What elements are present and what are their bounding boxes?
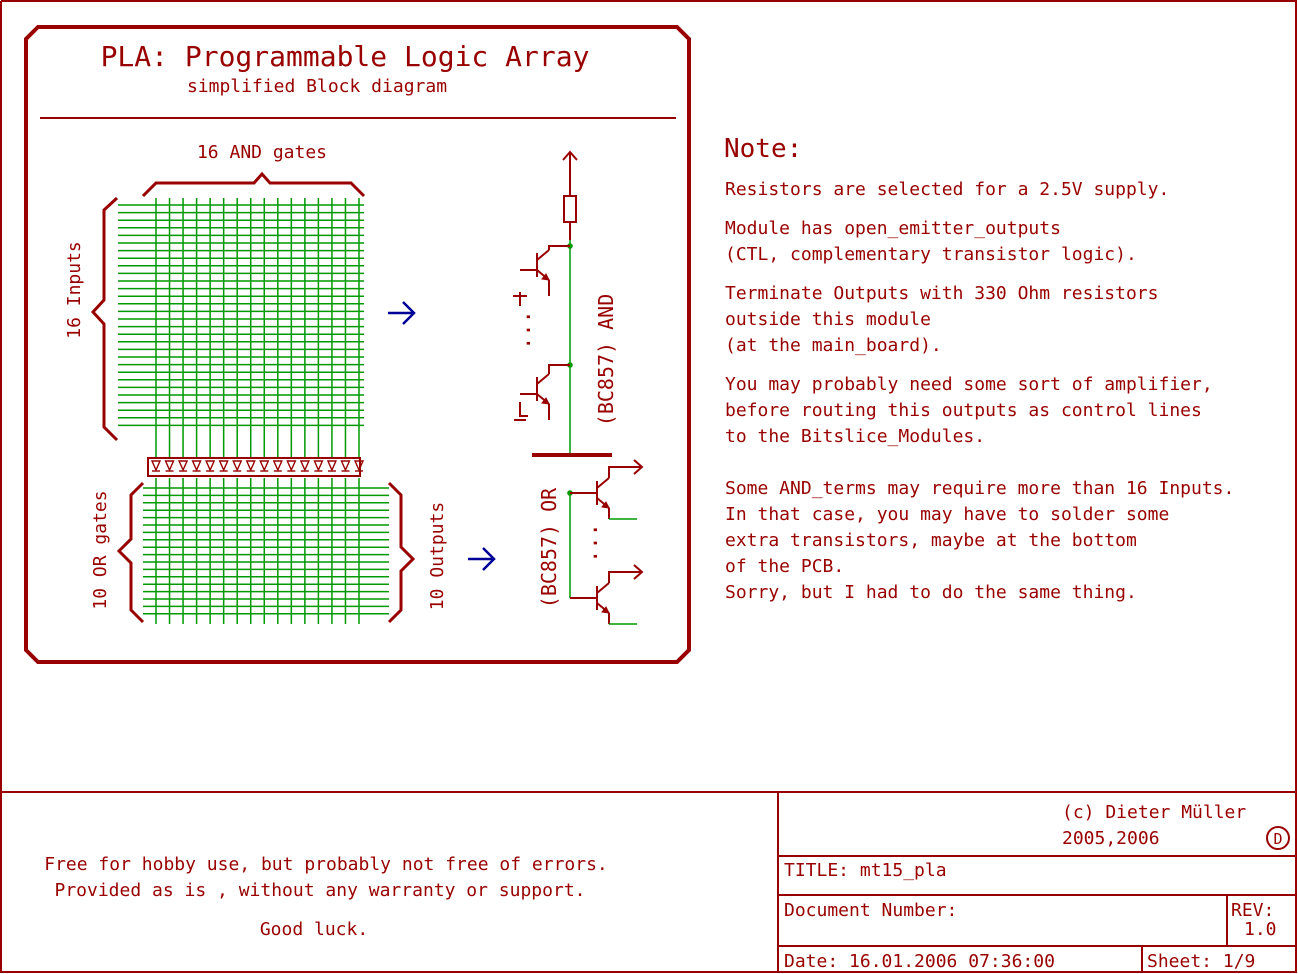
note-line: extra transistors, maybe at the bottom (725, 530, 1137, 551)
block-title: PLA: Programmable Logic Array (100, 40, 590, 73)
note-heading: Note: (724, 134, 803, 164)
note-line: to the Bitslice_Modules. (725, 426, 986, 447)
sheet-number: Sheet: 1/9 (1147, 951, 1256, 972)
and-transistor-label: (BC857) AND (594, 293, 618, 427)
note-line: In that case, you may have to solder some (725, 504, 1170, 525)
note-line: Sorry, but I had to do the same thing. (725, 582, 1137, 603)
note-line: (at the main_board). (725, 335, 942, 356)
drawing-title: TITLE: mt15_pla (784, 860, 947, 881)
document-number-label: Document Number: (784, 900, 958, 921)
or-gates-label: 10 OR gates (90, 490, 111, 610)
note-line: Terminate Outputs with 330 Ohm resistors (725, 283, 1159, 304)
inputs-label: 16 Inputs (64, 241, 85, 339)
note-line: Some AND_terms may require more than 16 Inputs. (725, 478, 1235, 499)
copyright-years: 2005,2006 (1062, 828, 1160, 849)
or-ellipsis: ... (578, 523, 603, 563)
date-field: Date: 16.01.2006 07:36:00 (784, 951, 1055, 972)
disclaimer-line: Provided as is , without any warranty or support. (54, 880, 586, 901)
or-transistor-label: (BC857) OR (537, 487, 561, 609)
note-line: outside this module (725, 309, 931, 330)
and-ellipsis: ... (511, 310, 536, 350)
disclaimer-line: Good luck. (259, 919, 369, 940)
rev-value: 1.0 (1244, 919, 1277, 940)
diode-row (148, 458, 363, 476)
copyright: (c) Dieter Müller (1062, 802, 1247, 823)
and-gates-label: 16 AND gates (196, 142, 328, 163)
disclaimer-line: Free for hobby use, but probably not free of errors. (44, 854, 608, 875)
pullup-resistor (564, 196, 576, 222)
rev-label: REV: (1231, 900, 1275, 921)
note-line: You may probably need some sort of amplifier, (725, 374, 1213, 395)
block-subtitle: simplified Block diagram (186, 76, 448, 97)
note-line: of the PCB. (725, 556, 845, 577)
note-line: (CTL, complementary transistor logic). (725, 244, 1137, 265)
note-line: before routing this outputs as control lines (725, 400, 1202, 421)
logo-letter: D (1273, 830, 1283, 848)
outputs-label: 10 Outputs (427, 501, 448, 611)
note-line: Module has open_emitter_outputs (725, 218, 1061, 239)
note-line: Resistors are selected for a 2.5V supply. (725, 179, 1170, 200)
